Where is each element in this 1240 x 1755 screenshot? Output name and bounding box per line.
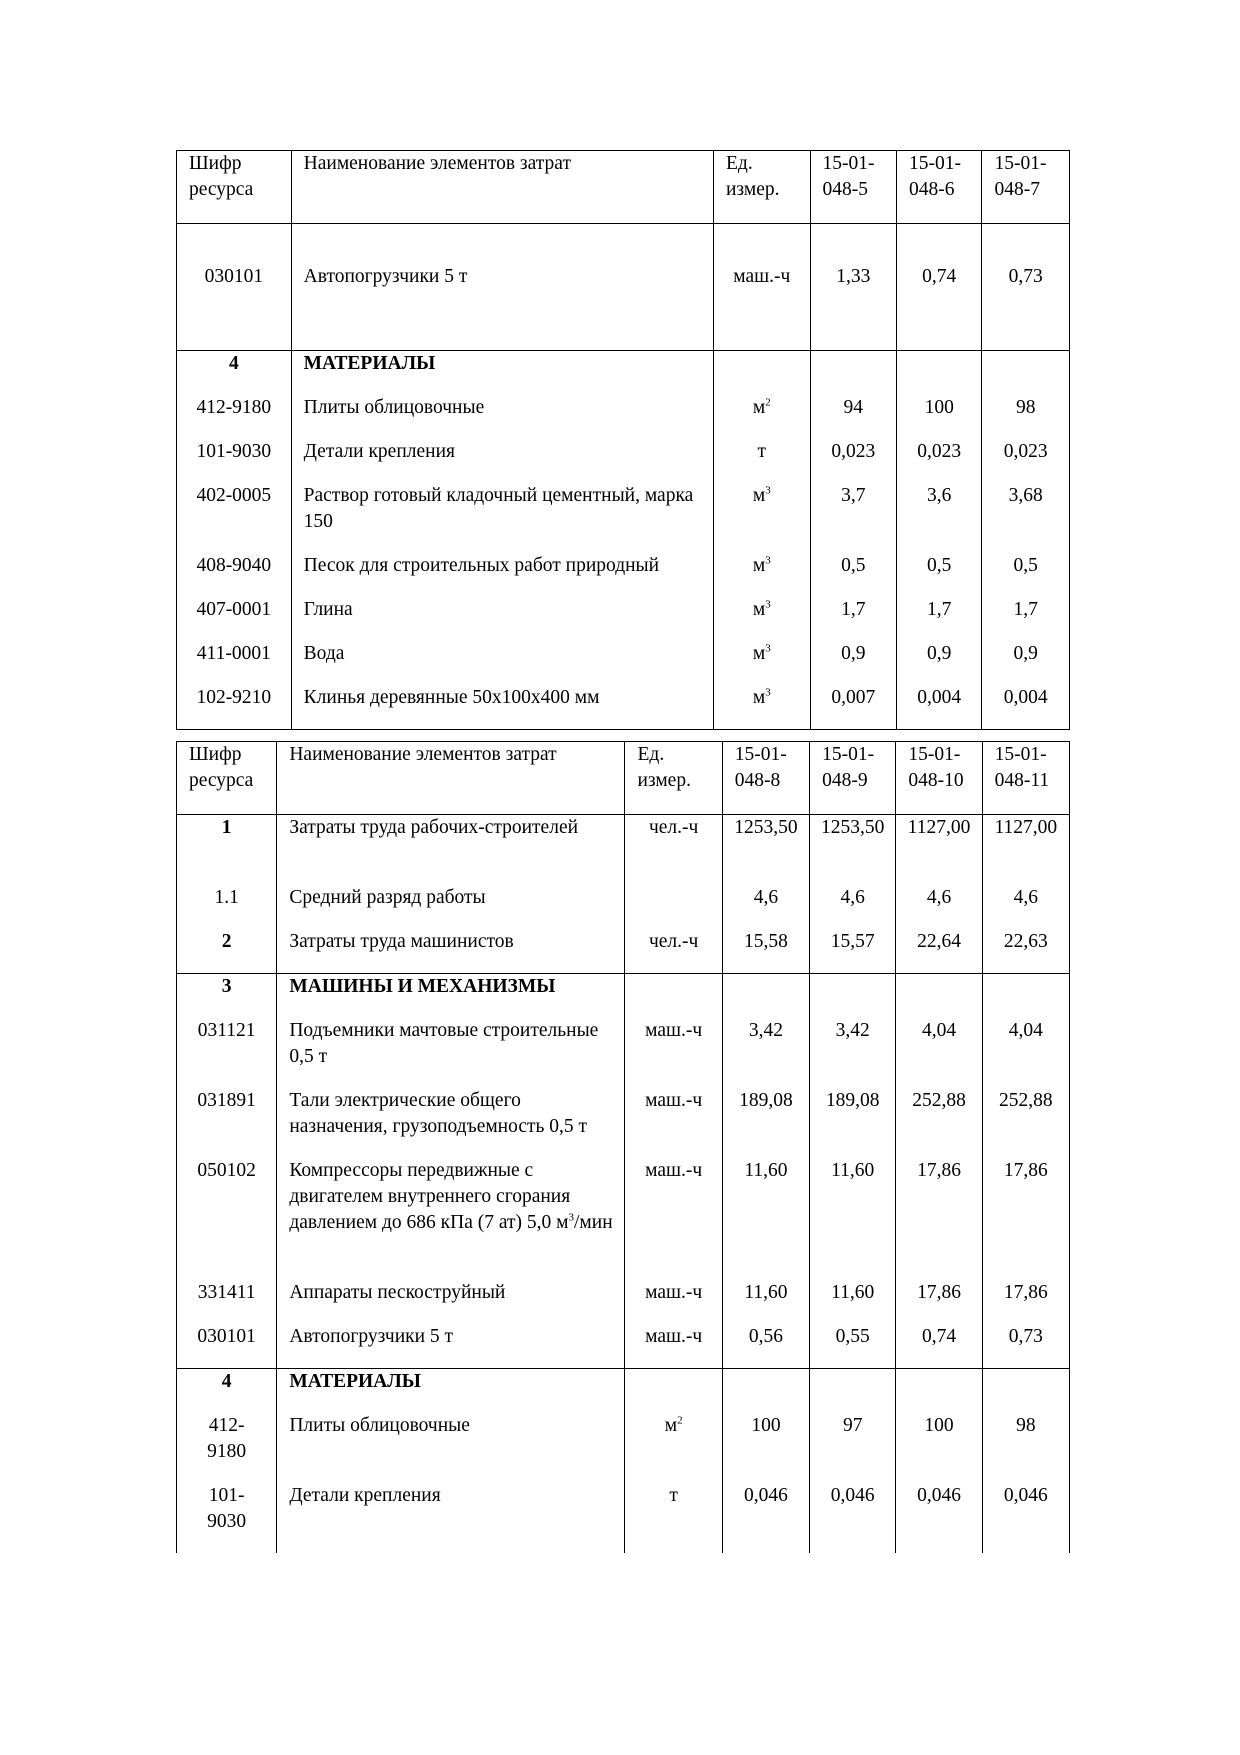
cell-value: 0,046 — [896, 1483, 982, 1553]
cell-name: МАШИНЫ И МЕХАНИЗМЫ — [277, 974, 625, 1019]
table-row — [177, 1413, 1070, 1483]
cell-value: 98 — [982, 1413, 1069, 1483]
cell-value: 98 — [982, 395, 1070, 439]
cell-value: 4,6 — [896, 885, 982, 929]
header-col-1: 15-01-048-5 — [810, 151, 896, 224]
table-row — [177, 1158, 1070, 1280]
resource-table-2 — [176, 741, 1070, 1553]
unit-text: м — [752, 397, 766, 418]
cell-value: 0,5 — [810, 553, 896, 597]
cell-name: Плиты облицовочные — [291, 395, 713, 439]
cell-value: 17,86 — [896, 1280, 982, 1324]
resource-table-1 — [176, 150, 1070, 730]
table-row — [177, 439, 1070, 483]
cell-code: 030101 — [177, 1324, 277, 1369]
cell-value: 3,7 — [810, 483, 896, 553]
cell-name: Затраты труда машинистов — [277, 929, 625, 974]
table-row — [177, 224, 1070, 351]
cell-code: 408-9040 — [177, 553, 292, 597]
cell-code: 402-0005 — [177, 483, 292, 553]
cell-code: 412-9180 — [177, 395, 292, 439]
unit-sup: 2 — [765, 396, 771, 409]
cell-value: 0,5 — [897, 553, 982, 597]
cell-value — [897, 351, 982, 396]
cell-code: 1 — [177, 815, 277, 886]
table-row — [177, 1324, 1070, 1369]
table-row — [177, 974, 1070, 1019]
cell-value: 0,004 — [897, 685, 982, 730]
cell-value: 189,08 — [810, 1088, 896, 1158]
cell-unit: маш.-ч — [625, 1324, 722, 1369]
cell-value: 0,5 — [982, 553, 1070, 597]
cell-value: 4,04 — [896, 1018, 982, 1088]
cell-code: 407-0001 — [177, 597, 292, 641]
cell-name — [277, 1158, 625, 1280]
name-sup: 3 — [568, 1211, 574, 1224]
cell-code: 2 — [177, 929, 277, 974]
cell-value: 4,6 — [722, 885, 809, 929]
cell-unit: маш.-ч — [625, 1158, 722, 1280]
cell-code: 4 — [177, 351, 292, 396]
cell-value: 0,046 — [982, 1483, 1069, 1553]
cell-value: 0,004 — [982, 685, 1070, 730]
cell-value: 97 — [810, 1413, 896, 1483]
table-row — [177, 351, 1070, 396]
cell-value: 3,42 — [810, 1018, 896, 1088]
cell-value — [810, 1369, 896, 1414]
cell-code: 101-9030 — [177, 1483, 277, 1553]
header-col-3: 15-01-048-10 — [896, 742, 982, 815]
cell-unit — [714, 351, 811, 396]
cell-value: 11,60 — [722, 1280, 809, 1324]
cell-code: 031121 — [177, 1018, 277, 1088]
cell-name: Раствор готовый кладочный цементный, марка 150 — [291, 483, 713, 553]
table-row — [177, 483, 1070, 553]
cell-name: Песок для строительных работ природный — [291, 553, 713, 597]
cell-value: 1,7 — [982, 597, 1070, 641]
cell-value: 17,86 — [982, 1280, 1069, 1324]
cell-value: 0,74 — [897, 224, 982, 351]
header-unit: Ед. измер. — [714, 151, 811, 224]
cell-value: 3,6 — [897, 483, 982, 553]
cell-code: 101-9030 — [177, 439, 292, 483]
cell-name: Средний разряд работы — [277, 885, 625, 929]
table-row — [177, 685, 1070, 730]
cell-value: 252,88 — [982, 1088, 1069, 1158]
cell-unit — [714, 395, 811, 439]
cell-name: Автопогрузчики 5 т — [291, 224, 713, 351]
cell-value: 17,86 — [896, 1158, 982, 1280]
header-col-2: 15-01-048-9 — [810, 742, 896, 815]
cell-value: 100 — [897, 395, 982, 439]
cell-value: 0,56 — [722, 1324, 809, 1369]
cell-code: 1.1 — [177, 885, 277, 929]
cell-value: 1253,50 — [722, 815, 809, 886]
header-col-1: 15-01-048-8 — [722, 742, 809, 815]
cell-unit — [714, 641, 811, 685]
cell-value: 1,7 — [810, 597, 896, 641]
cell-value: 252,88 — [896, 1088, 982, 1158]
cell-value: 0,007 — [810, 685, 896, 730]
cell-value: 22,63 — [982, 929, 1069, 974]
table-header-row — [177, 742, 1070, 815]
cell-value: 22,64 — [896, 929, 982, 974]
cell-value: 11,60 — [722, 1158, 809, 1280]
table-row — [177, 929, 1070, 974]
cell-value: 189,08 — [722, 1088, 809, 1158]
cell-value — [722, 974, 809, 1019]
cell-name: Детали крепления — [291, 439, 713, 483]
cell-unit — [714, 483, 811, 553]
cell-value: 1127,00 — [982, 815, 1069, 886]
cell-value — [982, 974, 1069, 1019]
cell-name: Аппараты пескоструйный — [277, 1280, 625, 1324]
cell-value: 1127,00 — [896, 815, 982, 886]
name-text: Компрессоры передвижные с двигателем внутреннего сгорания давлением до 686 кПа (7 ат) 5,0 м — [289, 1160, 571, 1233]
cell-value: 3,68 — [982, 483, 1070, 553]
cell-value — [810, 974, 896, 1019]
table-row — [177, 815, 1070, 886]
cell-code: 412-9180 — [177, 1413, 277, 1483]
cell-value: 0,55 — [810, 1324, 896, 1369]
cell-value — [722, 1369, 809, 1414]
cell-code: 102-9210 — [177, 685, 292, 730]
cell-value: 1,7 — [897, 597, 982, 641]
unit-sup: 3 — [765, 686, 771, 699]
cell-name: Клинья деревянные 50х100х400 мм — [291, 685, 713, 730]
cell-value: 0,9 — [982, 641, 1070, 685]
header-code: Шифр ресурса — [177, 151, 292, 224]
header-col-3: 15-01-048-7 — [982, 151, 1070, 224]
cell-value: 0,023 — [897, 439, 982, 483]
unit-text: м — [752, 485, 766, 506]
cell-unit — [714, 553, 811, 597]
table-row — [177, 1018, 1070, 1088]
cell-unit: маш.-ч — [625, 1018, 722, 1088]
cell-unit: маш.-ч — [714, 224, 811, 351]
cell-name: Глина — [291, 597, 713, 641]
cell-value: 11,60 — [810, 1158, 896, 1280]
cell-value — [982, 351, 1070, 396]
cell-value: 17,86 — [982, 1158, 1069, 1280]
cell-unit: маш.-ч — [625, 1280, 722, 1324]
unit-sup: 3 — [765, 554, 771, 567]
cell-value: 100 — [896, 1413, 982, 1483]
unit-sup: 3 — [765, 598, 771, 611]
header-unit: Ед. измер. — [625, 742, 722, 815]
cell-value — [896, 1369, 982, 1414]
cell-unit: чел.-ч — [625, 929, 722, 974]
cell-code: 331411 — [177, 1280, 277, 1324]
cell-unit — [625, 974, 722, 1019]
cell-name: Подъемники мачтовые строительные 0,5 т — [277, 1018, 625, 1088]
unit-text: м — [752, 643, 766, 664]
cell-value: 0,046 — [722, 1483, 809, 1553]
unit-text: м — [752, 599, 766, 620]
cell-value — [896, 974, 982, 1019]
cell-value: 0,73 — [982, 1324, 1069, 1369]
cell-unit — [625, 885, 722, 929]
cell-unit: т — [714, 439, 811, 483]
table-header-row — [177, 151, 1070, 224]
cell-value: 1253,50 — [810, 815, 896, 886]
cell-value: 0,73 — [982, 224, 1070, 351]
cell-unit — [625, 1369, 722, 1414]
cell-name: МАТЕРИАЛЫ — [277, 1369, 625, 1414]
cell-code: 050102 — [177, 1158, 277, 1280]
cell-value: 15,57 — [810, 929, 896, 974]
cell-value: 94 — [810, 395, 896, 439]
table-row — [177, 1280, 1070, 1324]
cell-code: 411-0001 — [177, 641, 292, 685]
cell-value: 0,74 — [896, 1324, 982, 1369]
cell-value: 4,04 — [982, 1018, 1069, 1088]
cell-value: 0,023 — [810, 439, 896, 483]
name-tail: /мин — [574, 1212, 613, 1233]
cell-value: 0,046 — [810, 1483, 896, 1553]
table-row — [177, 1369, 1070, 1414]
cell-code: 4 — [177, 1369, 277, 1414]
cell-name: Плиты облицовочные — [277, 1413, 625, 1483]
cell-value — [810, 351, 896, 396]
cell-value: 3,42 — [722, 1018, 809, 1088]
header-name: Наименование элементов затрат — [291, 151, 713, 224]
cell-value: 0,9 — [810, 641, 896, 685]
table-row — [177, 597, 1070, 641]
cell-unit — [714, 685, 811, 730]
cell-value: 11,60 — [810, 1280, 896, 1324]
cell-code: 031891 — [177, 1088, 277, 1158]
table-row — [177, 395, 1070, 439]
unit-sup: 3 — [765, 642, 771, 655]
unit-sup: 3 — [765, 484, 771, 497]
cell-name: Затраты труда рабочих-строителей — [277, 815, 625, 886]
unit-sup: 2 — [677, 1414, 683, 1427]
unit-text: м — [752, 687, 766, 708]
cell-code: 030101 — [177, 224, 292, 351]
cell-code: 3 — [177, 974, 277, 1019]
cell-name: МАТЕРИАЛЫ — [291, 351, 713, 396]
cell-unit: маш.-ч — [625, 1088, 722, 1158]
cell-value: 1,33 — [810, 224, 896, 351]
table-row — [177, 1483, 1070, 1553]
header-col-2: 15-01-048-6 — [897, 151, 982, 224]
cell-name: Автопогрузчики 5 т — [277, 1324, 625, 1369]
cell-unit — [625, 1413, 722, 1483]
table-row — [177, 553, 1070, 597]
table-row — [177, 641, 1070, 685]
cell-value — [982, 1369, 1069, 1414]
unit-text: м — [664, 1415, 678, 1436]
unit-text: м — [752, 555, 766, 576]
header-code: Шифр ресурса — [177, 742, 277, 815]
header-name: Наименование элементов затрат — [277, 742, 625, 815]
cell-unit: т — [625, 1483, 722, 1553]
cell-name: Вода — [291, 641, 713, 685]
table-row — [177, 885, 1070, 929]
cell-value: 4,6 — [810, 885, 896, 929]
cell-unit: чел.-ч — [625, 815, 722, 886]
table-row — [177, 1088, 1070, 1158]
header-col-4: 15-01-048-11 — [982, 742, 1069, 815]
cell-name: Тали электрические общего назначения, грузоподъемность 0,5 т — [277, 1088, 625, 1158]
cell-value: 0,023 — [982, 439, 1070, 483]
cell-value: 15,58 — [722, 929, 809, 974]
cell-value: 100 — [722, 1413, 809, 1483]
cell-unit — [714, 597, 811, 641]
cell-value: 0,9 — [897, 641, 982, 685]
cell-name: Детали крепления — [277, 1483, 625, 1553]
cell-value: 4,6 — [982, 885, 1069, 929]
